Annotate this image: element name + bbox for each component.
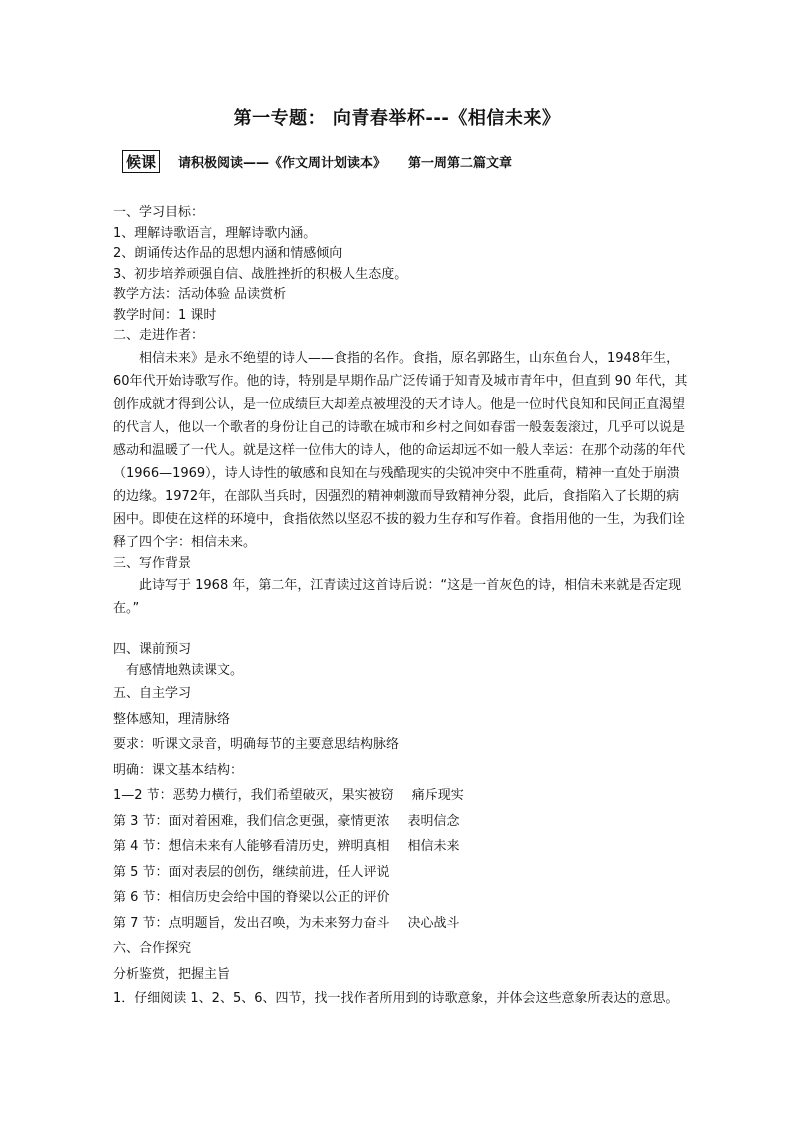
background-heading: 三、写作背景: [113, 555, 192, 571]
selfstudy-heading: 五、自主学习: [113, 686, 192, 701]
structure-item: 第 7 节：点明题旨，发出召唤，为未来努力奋斗 决心战斗: [113, 915, 460, 931]
explore-heading: 六、合作探究: [113, 941, 192, 956]
goal-item: 1、理解诗歌语言，理解诗歌内涵。: [113, 225, 317, 241]
author-paragraph: 相信未来》是永不绝望的诗人——食指的名作。食指，原名郭路生，山东鱼台人，1948年生，60年代开始诗歌写作。他的诗，特别是早期作品广泛传诵于知青及城市青年中，但直到 90 年代，其创作成就才得到公认，是一位成绩巨大却差点被埋没的天才诗人。他是一位时代良知和民间正直渴望的代言人，他以一个歌者的身份让自己的诗歌在城市和乡村之间如春雷一般轰轰滚过，几乎可以说是感动和温暖了一代人。就是这样一位伟大的诗人，他的命运却远不如一般人幸运：在那个动荡的年代（1966—1969），诗人诗性的敏感和良知在与残酷现实的尖锐冲突中不胜重荷，精神一直处于崩溃的边缘。1972年，在部队当兵时，因强烈的精神刺激而导致精神分裂，此后，食指陷入了长期的病困中。即使在这样的环境中，食指依然以坚忍不拔的毅力生存和写作着。食指用他的一生，为我们诠释了四个字：相信未来。: [113, 350, 688, 550]
preview-text: 有感情地熟读课文。: [126, 662, 244, 678]
explore-subheading: 分析鉴赏，把握主旨: [113, 966, 231, 982]
selfstudy-clarify: 明确：课文基本结构：: [113, 762, 244, 778]
page-title: 第一专题： 向青春举杯---《相信未来》: [233, 108, 561, 129]
week-note: 第一周第二篇文章: [408, 156, 513, 171]
boxed-label: 候课: [122, 150, 160, 173]
explore-question-1: 1．仔细阅读 1、2、5、6、四节，找一找作者所用到的诗歌意象，并体会这些意象所表达的意思。: [113, 991, 679, 1006]
structure-item: 第 5 节：面对表层的创伤，继续前进，任人评说: [113, 864, 390, 880]
structure-item: 1—2 节：恶势力横行，我们希望破灭，果实被窃 痛斥现实: [113, 788, 464, 803]
author-heading: 二、走进作者：: [113, 328, 205, 343]
reading-note: 请积极阅读——《作文周计划读本》: [178, 156, 387, 171]
teaching-method: 教学方法：活动体验 品读赏析: [113, 287, 287, 302]
goal-item: 3、初步培养顽强自信、战胜挫折的积极人生态度。: [113, 266, 408, 282]
structure-item: 第 4 节：想信未来有人能够看清历史，辨明真相 相信未来: [113, 839, 460, 854]
structure-item: 第 3 节：面对着困难，我们信念更强，豪情更浓 表明信念: [113, 813, 460, 829]
preview-heading: 四、课前预习: [113, 642, 192, 657]
teaching-time: 教学时间：1 课时: [113, 307, 217, 323]
self-study-section: [113, 681, 688, 987]
subtitle-line: [122, 150, 512, 173]
goals-heading: 一、学习目标：: [113, 205, 205, 220]
document-body: [113, 203, 688, 1010]
selfstudy-requirement: 要求：听课文录音，明确每节的主要意思结构脉络: [113, 737, 400, 752]
background-paragraph: 此诗写于 1968 年，第二年，江青读过这首诗后说：“这是一首灰色的诗，相信未来就是否定现在。”: [113, 578, 682, 616]
goal-item: 2、朗诵传达作品的思想内涵和情感倾向: [113, 246, 343, 261]
structure-item: 第 6 节：相信历史会给中国的脊梁以公正的评价: [113, 890, 390, 905]
selfstudy-subheading: 整体感知，理清脉络: [113, 711, 231, 727]
